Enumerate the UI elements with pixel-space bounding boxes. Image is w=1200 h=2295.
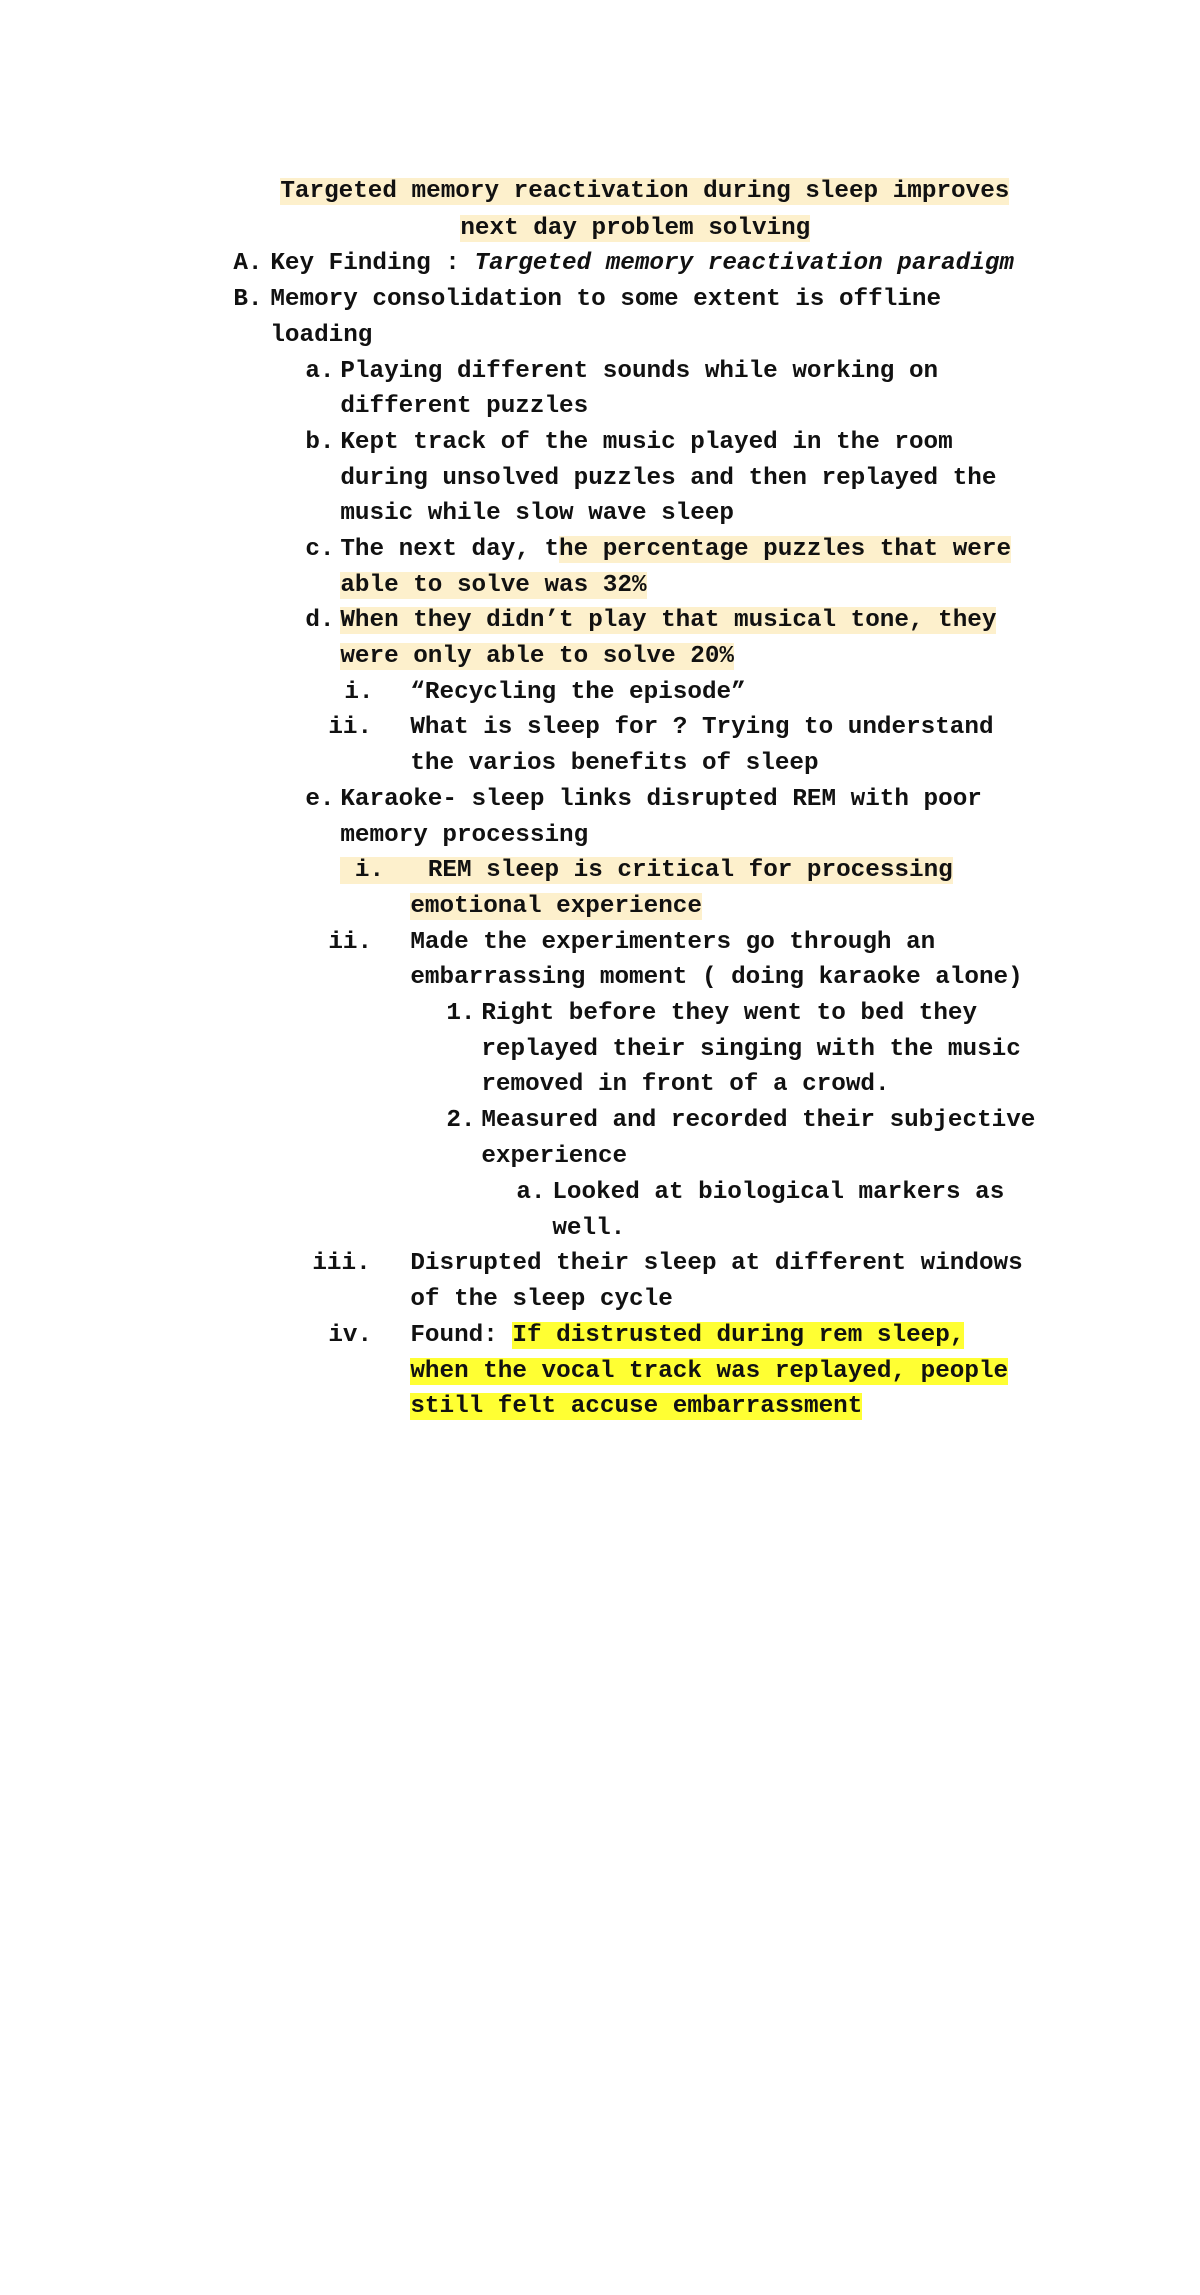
- highlighted-text: when the vocal track was replayed, people: [410, 1358, 1009, 1385]
- item-marker: A.: [233, 250, 263, 277]
- item-b-upper-line-2: [212, 282, 373, 349]
- item-e-line-1: [282, 746, 982, 813]
- item-marker: B.: [233, 286, 263, 313]
- text-line: the varios benefits of sleep: [410, 750, 819, 777]
- item-a-upper-text: [212, 210, 1014, 277]
- highlighted-text: were only able to solve 20%: [340, 643, 735, 670]
- item-c-line-2: [282, 532, 647, 599]
- item-e-ii-line-1: [352, 889, 936, 956]
- item-1-line-3: [423, 1031, 890, 1098]
- item-e-ii-line-2: [352, 924, 1023, 991]
- item-2-line-2: [423, 1103, 628, 1170]
- highlighted-text: still felt accuse embarrassment: [410, 1393, 863, 1420]
- text-line: Kept track of the music played in the room: [340, 429, 953, 456]
- text-line: removed in front of a crowd.: [481, 1071, 890, 1098]
- text-line: Memory consolidation to some extent is offline: [270, 286, 942, 313]
- item-marker: c.: [305, 536, 335, 563]
- title-line-1: [222, 138, 1010, 205]
- item-marker: i.: [340, 857, 428, 884]
- text-line: What is sleep for ? Trying to understand: [410, 714, 994, 741]
- item-b-line-1: [282, 389, 953, 456]
- text-line: during unsolved puzzles and then replayed the: [340, 465, 997, 492]
- key-finding-value: Targeted memory reactivation paradigm: [474, 250, 1014, 277]
- key-finding-label: Key Finding :: [270, 250, 475, 277]
- text-line: Right before they went to bed they: [481, 1000, 978, 1027]
- item-e-i-line-1: [282, 817, 953, 884]
- item-d-ii-line-2: [352, 710, 819, 777]
- item-c-line-1: [282, 496, 1012, 563]
- item-1-line-1: [423, 960, 978, 1027]
- item-marker: d.: [305, 607, 335, 634]
- item-marker: iii.: [312, 1250, 371, 1277]
- text-line: “Recycling the episode”: [410, 679, 746, 706]
- highlighted-text: able to solve was 32%: [340, 572, 647, 599]
- item-d-line-1: [282, 567, 997, 634]
- text-line: embarrassing moment ( doing karaoke alone): [410, 964, 1023, 991]
- item-2a-line-1: [494, 1139, 1005, 1206]
- highlighted-text: he percentage puzzles that were: [559, 536, 1012, 563]
- text-line: Found:: [410, 1322, 513, 1349]
- text-line: music while slow wave sleep: [340, 500, 735, 527]
- text-line: Playing different sounds while working on: [340, 358, 939, 385]
- item-1-line-2: [423, 996, 1021, 1063]
- item-e-iii-line-2: [352, 1246, 673, 1313]
- item-2a-line-2: [494, 1175, 626, 1242]
- item-e-iv-line-2: [352, 1318, 1009, 1385]
- title-line-2: [402, 175, 811, 242]
- item-marker: i.: [344, 679, 374, 706]
- item-marker: 1.: [446, 1000, 476, 1027]
- item-d-line-2: [282, 603, 735, 670]
- item-b-line-2: [282, 425, 997, 492]
- item-marker: 2.: [446, 1107, 476, 1134]
- item-2-line-1: [423, 1067, 1036, 1134]
- item-e-line-2: [282, 782, 589, 849]
- title-text-2: next day problem solving: [460, 215, 811, 242]
- item-d-i-line-1: [352, 639, 746, 706]
- highlighted-text: If distrusted during rem sleep,: [512, 1322, 965, 1349]
- item-marker: iv.: [328, 1322, 373, 1349]
- title-text-1: Targeted memory reactivation during sleep improves: [280, 178, 1010, 205]
- item-e-iv-line-3: [352, 1353, 863, 1420]
- text-line: Measured and recorded their subjective: [481, 1107, 1036, 1134]
- text-line: replayed their singing with the music: [481, 1036, 1021, 1063]
- item-e-i-line-2: [352, 853, 702, 920]
- text-line: Disrupted their sleep at different windows: [410, 1250, 1023, 1277]
- text-line: of the sleep cycle: [410, 1286, 673, 1313]
- text-line: different puzzles: [340, 393, 589, 420]
- text-line: Made the experimenters go through an: [410, 929, 936, 956]
- highlighted-text: When they didn’t play that musical tone, they: [340, 607, 997, 634]
- item-marker: e.: [305, 786, 335, 813]
- text-line: loading: [270, 322, 373, 349]
- item-e-iii-line-1: [352, 1210, 1023, 1277]
- item-b-upper-line-1: [212, 246, 942, 313]
- text-line: The next day, t: [340, 536, 560, 563]
- highlighted-text: emotional experience: [410, 893, 702, 920]
- text-line: memory processing: [340, 822, 589, 849]
- text-line: experience: [481, 1143, 628, 1170]
- text-line: well.: [552, 1215, 626, 1242]
- text-line: Karaoke- sleep links disrupted REM with poor: [340, 786, 982, 813]
- item-d-ii-line-1: [352, 674, 994, 741]
- item-a-line-2: [282, 353, 589, 420]
- item-b-line-3: [282, 460, 735, 527]
- item-marker: b.: [305, 429, 335, 456]
- highlighted-text: REM sleep is critical for processing: [427, 857, 953, 884]
- item-marker: ii.: [328, 929, 373, 956]
- item-e-iv-line-1: [352, 1282, 965, 1349]
- item-a-line-1: [282, 318, 939, 385]
- item-marker: a.: [305, 358, 335, 385]
- item-marker: ii.: [328, 714, 373, 741]
- text-line: Looked at biological markers as: [552, 1179, 1005, 1206]
- item-marker: a.: [516, 1179, 546, 1206]
